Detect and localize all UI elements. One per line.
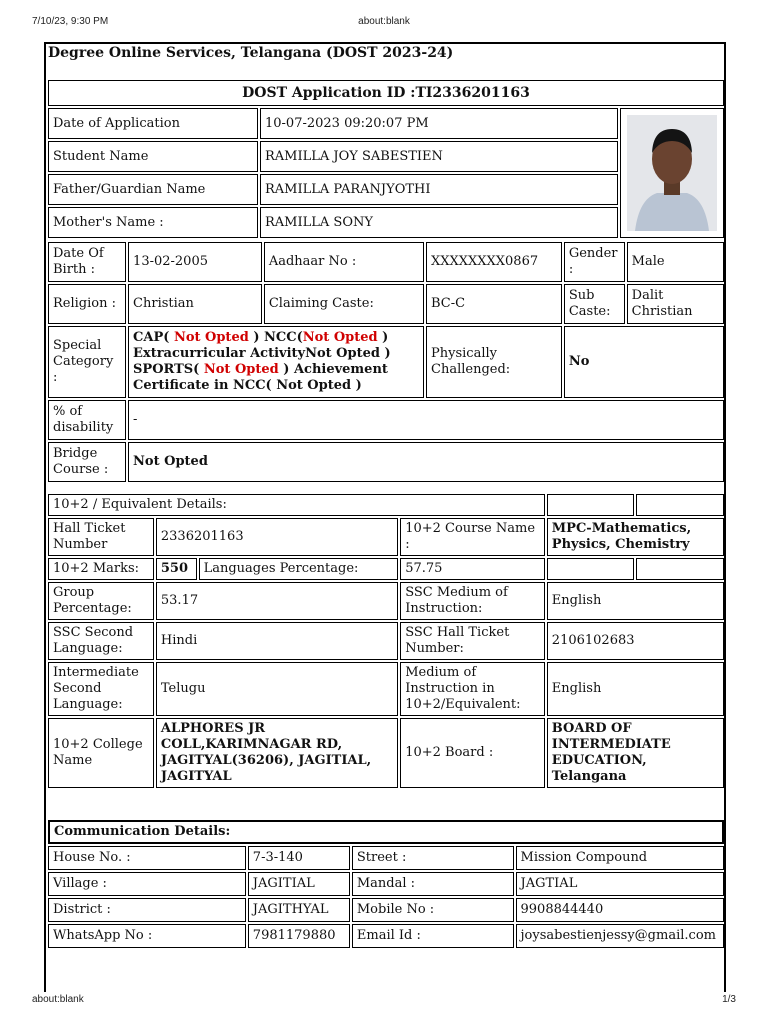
mobile-label: Mobile No : [352, 898, 514, 922]
ncc-text: ) NCC( [253, 330, 303, 345]
aadhaar-label: Aadhaar No : [264, 242, 424, 282]
hall-ticket-value: 2336201163 [156, 518, 398, 556]
medium-value: English [547, 662, 724, 716]
print-url: about:blank [358, 16, 410, 27]
application-id: DOST Application ID :TI2336201163 [48, 80, 724, 106]
course-value: MPC-Mathematics, Physics, Chemistry [547, 518, 724, 556]
disability-value: - [128, 400, 724, 440]
empty-cell [547, 494, 635, 516]
hall-ticket-label: Hall Ticket Number [48, 518, 154, 556]
house-value: 7-3-140 [248, 846, 350, 870]
father-label: Father/Guardian Name [48, 174, 258, 205]
medium-label: Medium of Instruction in 10+2/Equivalent: [400, 662, 545, 716]
aadhaar-value: XXXXXXXX0867 [426, 242, 562, 282]
category-table [46, 240, 726, 484]
mandal-value: JAGTIAL [516, 872, 724, 896]
ncc-status: Not Opted [302, 330, 378, 345]
ssc-medium-label: SSC Medium of Instruction: [400, 582, 545, 620]
ssc-medium-value: English [547, 582, 724, 620]
college-label: 10+2 College Name [48, 718, 154, 788]
lang-pct-label: Languages Percentage: [199, 558, 399, 580]
district-value: JAGITHYAL [248, 898, 350, 922]
education-section-title: 10+2 / Equivalent Details: [48, 494, 545, 516]
email-value: joysabestienjessy@gmail.com [516, 924, 724, 948]
achievement-text: ) Achievement [283, 362, 388, 377]
marks-label: 10+2 Marks: [48, 558, 154, 580]
sports-status: Not Opted [203, 362, 279, 377]
date-value: 10-07-2023 09:20:07 PM [260, 108, 618, 139]
inter-language-value: Telugu [156, 662, 398, 716]
page-number: 1/3 [722, 994, 736, 1005]
street-label: Street : [352, 846, 514, 870]
group-pct-value: 53.17 [156, 582, 398, 620]
communication-section-title: Communication Details: [48, 820, 724, 844]
email-label: Email Id : [352, 924, 514, 948]
village-value: JAGITIAL [248, 872, 350, 896]
district-label: District : [48, 898, 246, 922]
physically-challenged-value: No [564, 326, 724, 398]
ssc-hall-ticket-value: 2106102683 [547, 622, 724, 660]
page-title: Degree Online Services, Telangana (DOST 2023-24) [48, 45, 454, 61]
app-id-table [46, 78, 726, 108]
special-category-label: Special Category : [48, 326, 126, 398]
subcaste-value: Dalit Christian [627, 284, 724, 324]
browser-header [32, 16, 736, 32]
ssc-language-label: SSC Second Language: [48, 622, 154, 660]
house-label: House No. : [48, 846, 246, 870]
student-name-label: Student Name [48, 141, 258, 172]
whatsapp-label: WhatsApp No : [48, 924, 246, 948]
sports-text: SPORTS( [133, 362, 200, 377]
inter-language-label: Intermediate Second Language: [48, 662, 154, 716]
board-value: BOARD OF INTERMEDIATE EDUCATION, Telangana [547, 718, 724, 788]
personal-table [46, 106, 726, 240]
communication-table [46, 818, 726, 950]
student-photo [627, 115, 717, 231]
cap-text: CAP( [133, 330, 170, 345]
mother-label: Mother's Name : [48, 207, 258, 238]
disability-label: % of disability [48, 400, 126, 440]
ssc-language-value: Hindi [156, 622, 398, 660]
father-value: RAMILLA PARANJYOTHI [260, 174, 618, 205]
board-label: 10+2 Board : [400, 718, 545, 788]
photo-cell [620, 108, 724, 238]
education-table [46, 492, 726, 790]
gender-value: Male [627, 242, 724, 282]
religion-value: Christian [128, 284, 262, 324]
ncc-certificate-text: Certificate in NCC( Not Opted ) [133, 378, 362, 393]
empty-cell [636, 494, 724, 516]
dob-value: 13-02-2005 [128, 242, 262, 282]
caste-label: Claiming Caste: [264, 284, 424, 324]
college-value: ALPHORES JR COLL,KARIMNAGAR RD, JAGITYAL(36206), JAGITIAL, JAGITYAL [156, 718, 398, 788]
street-value: Mission Compound [516, 846, 724, 870]
bridge-label: Bridge Course : [48, 442, 126, 482]
course-label: 10+2 Course Name : [400, 518, 545, 556]
whatsapp-value: 7981179880 [248, 924, 350, 948]
mother-value: RAMILLA SONY [260, 207, 618, 238]
religion-label: Religion : [48, 284, 126, 324]
student-name-value: RAMILLA JOY SABESTIEN [260, 141, 618, 172]
ncc-close: ) [382, 330, 389, 345]
physically-challenged-label: Physically Challenged: [426, 326, 562, 398]
print-datetime: 7/10/23, 9:30 PM [32, 16, 109, 27]
special-category-value [128, 326, 424, 398]
lang-pct-value: 57.75 [400, 558, 545, 580]
date-label: Date of Application [48, 108, 258, 139]
subcaste-label: Sub Caste: [564, 284, 625, 324]
empty-cell [547, 558, 635, 580]
village-label: Village : [48, 872, 246, 896]
ssc-hall-ticket-label: SSC Hall Ticket Number: [400, 622, 545, 660]
dob-label: Date Of Birth : [48, 242, 126, 282]
group-pct-label: Group Percentage: [48, 582, 154, 620]
gender-label: Gender : [564, 242, 625, 282]
caste-value: BC-C [426, 284, 562, 324]
bridge-value: Not Opted [128, 442, 724, 482]
footer-url: about:blank [32, 994, 84, 1005]
marks-value: 550 [156, 558, 197, 580]
empty-cell [636, 558, 724, 580]
browser-footer [32, 994, 736, 1010]
extracurricular-text: Extracurricular ActivityNot Opted ) [133, 346, 391, 361]
mobile-value: 9908844440 [516, 898, 724, 922]
mandal-label: Mandal : [352, 872, 514, 896]
cap-status: Not Opted [173, 330, 249, 345]
